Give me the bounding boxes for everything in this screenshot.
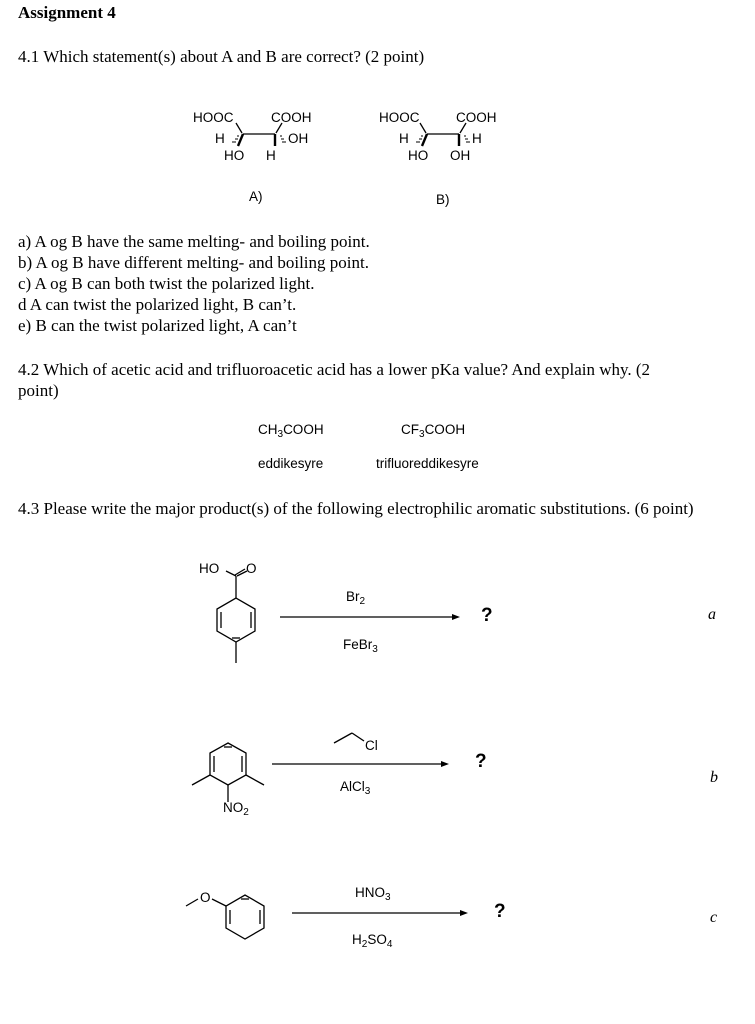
molecule-a-label: A) — [249, 189, 263, 204]
option-d: d A can twist the polarized light, B can’t. — [18, 295, 297, 314]
reaction-a-reagent-below: FeBr$_3$ — [343, 637, 378, 655]
question-4-2-prompt-line2: point) — [18, 381, 59, 400]
reaction-c-o-label: O — [200, 890, 211, 905]
reaction-a-ho-label: HO — [199, 561, 220, 576]
assignment-title: Assignment 4 — [18, 3, 116, 22]
reaction-b-no2-label: $NO_2$ — [223, 800, 249, 818]
reaction-c-reagent-below: $H_2SO_4$ — [352, 932, 393, 950]
acetic-acid-formula: $CH_3COOH$ — [258, 422, 324, 440]
molecule-b-mid-left: H — [399, 131, 409, 146]
trifluoroacetic-acid-name: trifluoreddikesyre — [376, 456, 479, 471]
reaction-a-letter: a — [708, 606, 716, 623]
acetic-acid-name: eddikesyre — [258, 456, 324, 471]
molecule-b-top-left: HOOC — [379, 110, 420, 125]
reaction-b-letter: b — [710, 769, 718, 786]
question-4-3-prompt: 4.3 Please write the major product(s) of the following electrophilic aromatic substitutions. (6 point) — [18, 499, 694, 518]
dimethylnitrobenzene-structure — [192, 733, 364, 802]
molecule-b-bottom-left: HO — [408, 148, 429, 163]
molecule-a-mid-left: H — [215, 131, 225, 146]
option-c: c) A og B can both twist the polarized light. — [18, 274, 315, 293]
trifluoroacetic-acid-formula: $CF_3COOH$ — [401, 422, 466, 440]
molecule-a-bottom-left: HO — [224, 148, 245, 163]
molecule-a-top-right: COOH — [271, 110, 312, 125]
option-b: b) A og B have different melting- and boiling point. — [18, 253, 369, 272]
molecule-b-bottom-right: OH — [450, 148, 471, 163]
question-4-2-prompt-line1: 4.2 Which of acetic acid and trifluoroacetic acid has a lower pKa value? And explain why. (2 — [18, 360, 651, 379]
reaction-c-letter: c — [710, 909, 718, 926]
molecule-a-mid-right: OH — [288, 131, 309, 146]
molecule-a-bottom-right: H — [266, 148, 276, 163]
reaction-c-product-placeholder: ? — [494, 901, 506, 922]
question-4-1-prompt: 4.1 Which statement(s) about A and B are correct? (2 point) — [18, 47, 425, 66]
reaction-b-reagent-below: AlCl$_3$ — [340, 779, 371, 797]
reaction-b-cl-label: Cl — [365, 738, 378, 753]
reaction-a-reagent-above: $Br_2$ — [346, 589, 366, 607]
molecule-a-top-left: HOOC — [193, 110, 234, 125]
reaction-b-product-placeholder: ? — [475, 751, 487, 772]
reaction-c-reagent-above: $HNO_3$ — [355, 885, 391, 903]
option-e: e) B can the twist polarized light, A can’t — [18, 316, 297, 335]
molecule-b-label: B) — [436, 192, 450, 207]
reaction-a-o-label: O — [246, 561, 257, 576]
molecule-b-mid-right: H — [472, 131, 482, 146]
reaction-a-product-placeholder: ? — [481, 605, 493, 626]
molecule-b-top-right: COOH — [456, 110, 497, 125]
anisole-structure — [186, 895, 264, 939]
option-a: a) A og B have the same melting- and boiling point. — [18, 232, 370, 251]
p-toluic-acid-structure — [217, 569, 255, 663]
